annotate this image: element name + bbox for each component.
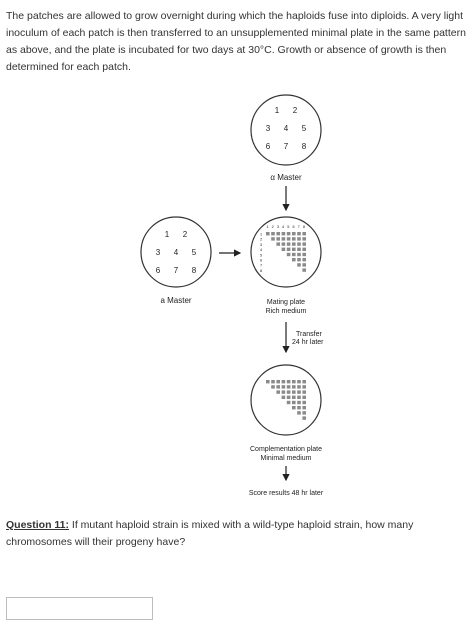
transfer-label-line1: Transfer [296,331,322,338]
mating-patch [292,253,296,256]
mating-patch [287,232,291,235]
complementation-patch [297,380,301,383]
complementation-patch [302,385,306,388]
mating-patch [292,237,296,240]
mating-patch [297,263,301,266]
complementation-patch [302,396,306,399]
mating-patch [297,232,301,235]
question-label: Question 11: [6,519,70,531]
mating-patch [292,242,296,245]
mating-patch [276,232,280,235]
complementation-patch [302,416,306,419]
complementation-patch [297,411,301,414]
mating-patch [292,258,296,261]
mating-patch [282,237,286,240]
a-master-number-5: 5 [191,248,197,257]
mating-col-number-2: 2 [271,225,274,229]
alpha-master-number-7: 7 [283,142,289,151]
mating-patch [297,237,301,240]
mating-patch [276,242,280,245]
a-master-number-6: 6 [155,266,161,275]
complementation-patch [302,406,306,409]
mating-row-number-5: 5 [259,253,263,258]
complementation-patch [282,385,286,388]
alpha-master-label: α Master [270,173,302,182]
complementation-patch [297,396,301,399]
complementation-patch [276,390,280,393]
mating-plate [251,217,321,315]
mating-patch [302,263,306,266]
complementation-label-line2: Minimal medium [260,455,312,462]
mating-patch [302,232,306,235]
mating-patch [302,242,306,245]
complementation-patch [282,380,286,383]
a-master-number-7: 7 [173,266,179,275]
mating-col-number-8: 8 [302,225,305,229]
mating-patch [287,253,291,256]
a-master-number-2: 2 [182,230,188,239]
complementation-patch [292,380,296,383]
question-11 [6,517,468,551]
complementation-patch [287,390,291,393]
mating-row-number-2: 2 [259,237,263,242]
complementation-patch [302,411,306,414]
mating-patch [302,253,306,256]
alpha-master-number-2: 2 [292,106,298,115]
complementation-label-line1: Complementation plate [250,446,322,453]
mating-patch [276,237,280,240]
a-master-number-4: 4 [173,248,179,257]
complementation-patch [271,385,275,388]
a-master-number-8: 8 [191,266,197,275]
mating-col-number-1: 1 [266,225,269,229]
mating-patch [297,258,301,261]
mating-patch [287,242,291,245]
alpha-master-number-8: 8 [301,142,307,151]
mating-patch [297,253,301,256]
complementation-patch [282,390,286,393]
a-master-number-1: 1 [164,230,170,239]
a-master-plate [141,217,211,305]
complementation-patch [292,385,296,388]
complementation-patch [287,396,291,399]
mating-patch [292,248,296,251]
mating-col-number-7: 7 [297,225,300,229]
alpha-master-number-5: 5 [301,124,307,133]
mating-patch [271,232,275,235]
mating-patch [302,268,306,271]
complementation-patch [271,380,275,383]
complementation-patch [297,390,301,393]
mating-plate-label-line2: Rich medium [265,308,307,315]
mating-col-number-6: 6 [292,225,295,229]
complementation-patch [292,390,296,393]
complementation-patch [266,380,270,383]
mating-row-number-3: 3 [259,242,263,247]
alpha-master-number-6: 6 [265,142,271,151]
score-label: Score results 48 hr later [248,490,324,497]
complementation-plate [250,365,322,462]
complementation-patch [287,401,291,404]
complementation-patch [282,396,286,399]
a-master-number-3: 3 [155,248,161,257]
mating-row-number-7: 7 [259,263,263,268]
complementation-patch [297,385,301,388]
complementation-patch [302,380,306,383]
mating-col-number-5: 5 [287,225,290,229]
complementation-patch [302,401,306,404]
a-master-label: a Master [160,296,192,305]
complementation-patch [297,401,301,404]
mating-row-number-8: 8 [259,268,263,273]
mating-patch [282,242,286,245]
complementation-patch [276,380,280,383]
alpha-master-plate [251,95,321,182]
alpha-master-number-4: 4 [283,124,289,133]
mating-patch [297,248,301,251]
mating-patch [287,248,291,251]
mating-plate-label-line1: Mating plate [266,299,306,306]
complementation-patch [302,390,306,393]
mating-col-number-4: 4 [282,225,285,229]
mating-patch [292,232,296,235]
mating-col-number-3: 3 [276,225,279,229]
mating-patch [266,232,270,235]
complementation-patch [292,401,296,404]
mating-patch [297,242,301,245]
intro-paragraph: The patches are allowed to grow overnight during which the haploids fuse into diploids. A very light inoculum of each patch is then transferred to an unsupplemented minimal plate in the same pattern as above, and the plate is incubated for two days at 30°C. Growth or absence of growth is then determined for each patch. [6,10,466,73]
mating-row-number-4: 4 [259,248,263,253]
mating-row-number-6: 6 [259,258,263,263]
mating-patch [302,258,306,261]
question-text: If mutant haploid strain is mixed with a wild-type haploid strain, how many chromosomes will their progeny have? [6,519,414,548]
transfer-label-line2: 24 hr later [292,339,324,346]
complementation-patch [287,385,291,388]
complementation-patch [292,406,296,409]
complementation-patch [287,380,291,383]
complementation-patch [297,406,301,409]
alpha-master-number-1: 1 [274,106,280,115]
mating-patch [282,232,286,235]
complementation-patch [292,396,296,399]
mating-patch [282,248,286,251]
mating-patch [287,237,291,240]
mating-patch [302,237,306,240]
mating-patch [271,237,275,240]
answer-input[interactable] [6,597,153,620]
complementation-patch [276,385,280,388]
mating-patch [302,248,306,251]
alpha-master-number-3: 3 [265,124,271,133]
mating-row-number-1: 1 [259,232,263,237]
